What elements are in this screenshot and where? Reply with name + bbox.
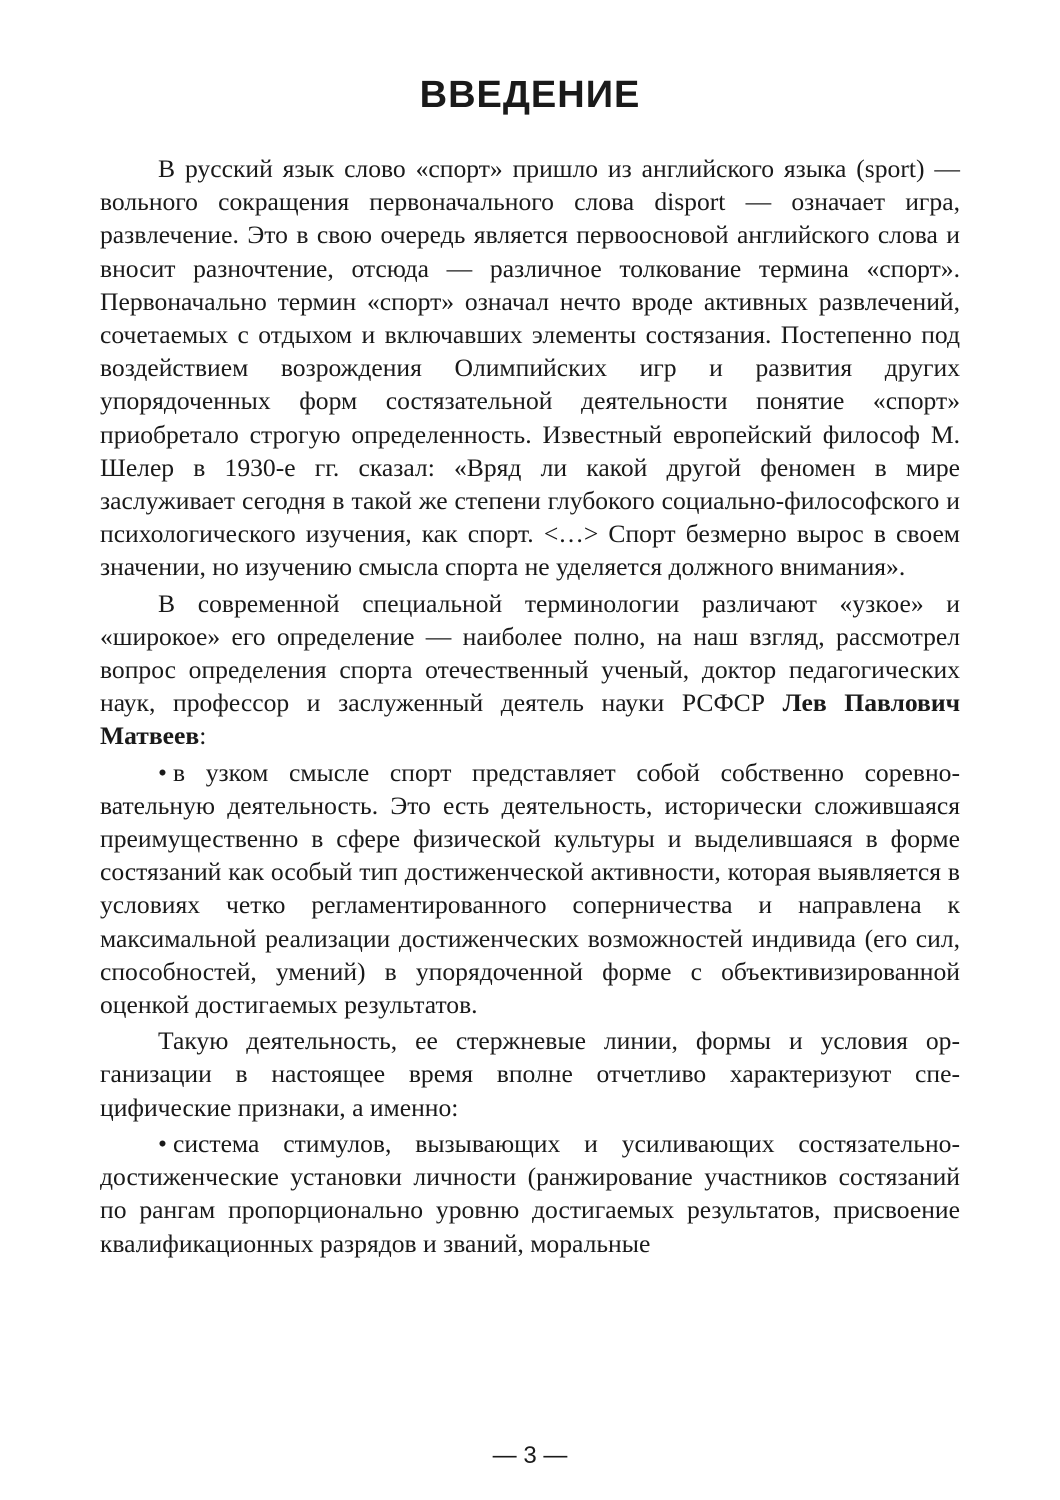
page-title: ВВЕДЕНИЕ — [419, 74, 641, 116]
bullet-item-stimulus-system-text: система стимулов, вызывающих и усиливающих состязательно-достиженческие установки личности (ранжирование участников состязаний по рангам пропорционально уровню достигаемых результатов, присвоение квалификационных разрядов и званий, моральные — [100, 1128, 960, 1258]
paragraph-terminology — [100, 587, 960, 753]
paragraph-features: Такую деятельность, ее стержневые линии, формы и условия организации в настоящее время вполне отчетливо характеризуют специфические признаки, а именно: — [100, 1026, 960, 1122]
bullet-item-narrow-sense — [100, 756, 960, 1022]
bullet-icon: • — [158, 757, 167, 787]
body-text — [100, 152, 960, 1260]
paragraph-terminology-text: В современной специальной терминологии различают «узкое» и «широкое» его определение — наиболее полно, на наш взгляд, рассмотрел вопрос определения спорта отечественный ученый, доктор педагогических наук, профессор и заслуженный деятель науки РСФСР — [100, 588, 960, 718]
bullet-item-stimulus-system — [100, 1127, 960, 1260]
author-name: Лев Павлович Матвеев — [100, 688, 961, 751]
bullet-icon: • — [158, 1128, 167, 1158]
paragraph-terminology-tail: : — [199, 721, 207, 751]
paragraph-sport-origin: В русский язык слово «спорт» пришло из английского языка (sport) — вольного сокращения первоначального слова disport — означает игра, развлечение. Это в свою очередь является первоосновой английского слова и вносит разночтение, отсюда — различное толкование термина «спорт». Первоначально термин «спорт» означал нечто вроде активных развлечений, сочетаемых с отдыхом и включавших элементы состязания. Постепенно под воздействием возрождения Олимпийских игр и развития других упорядоченных форм состязательной деятельности понятие «спорт» приобретало строгую определенность. Известный европейский философ М. Шелер в 1930-е гг. сказал: «Вряд ли какой другой феномен в мире заслуживает сегодня в такой же степени глубокого социально-философского и психологического изучения, как спорт. <…> Спорт безмерно вырос в своем значении, но изучению смысла спорта не уделяется должного внимания». — [100, 154, 960, 582]
page-number: — 3 — — [492, 1442, 568, 1469]
bullet-item-narrow-sense-text: в узком смысле спорт представляет собой собственно соревновательную деятельность. Это есть деятельность, исторически сложившаяся преимущественно в сфере физической культуры и выделившаяся в форме состязаний как особый тип достиженческой активности, которая выявляется в условиях четко регламентированного соперничества и направлена к максимальной реализации достиженческих возможностей индивида (его сил, способностей, умений) в упорядоченной форме с объективизированной оценкой достигаемых результатов. — [100, 757, 960, 1020]
